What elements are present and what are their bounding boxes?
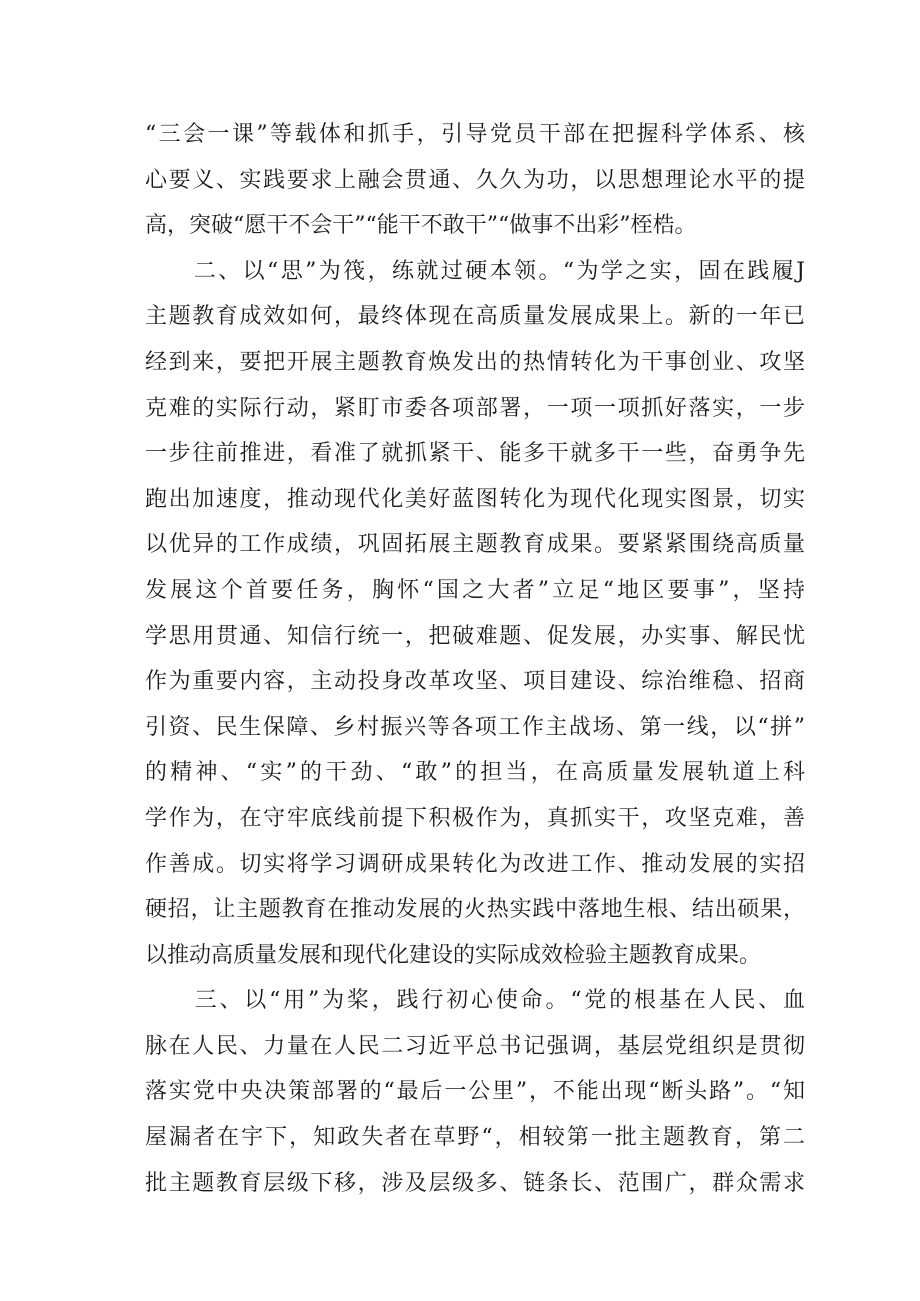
- text-line: 学思用贯通、知信行统一，把破难题、促发展，办实事、解民忧: [145, 623, 805, 649]
- text-line: 高，突破“愿干不会干”“能干不敢干”“做事不出彩”桎梏。: [145, 213, 697, 239]
- text-line: 批主题教育层级下移，涉及层级多、链条长、范围广，群众需求: [145, 1170, 805, 1196]
- text-line: 作善成。切实将学习调研成果转化为改进工作、推动发展的实招: [145, 851, 805, 877]
- text-line: 发展这个首要任务，胸怀“国之大者”立足“地区要事”，坚持: [145, 577, 805, 603]
- text-line: 一步往前推进，看准了就抓紧干、能多干就多干一些，奋勇争先: [145, 441, 805, 467]
- text-line: 主题教育成效如何，最终体现在高质量发展成果上。新的一年已: [145, 304, 805, 330]
- body-text: [145, 112, 805, 1206]
- text-line: 克难的实际行动，紧盯市委各项部署，一项一项抓好落实，一步: [145, 395, 805, 421]
- text-line: 硬招，让主题教育在推动发展的火热实践中落地生根、结出硕果，: [145, 897, 805, 923]
- text-line: 二、以“思”为筏，练就过硬本领。“为学之实，固在践履J: [145, 258, 805, 284]
- text-line: 落实党中央决策部署的“最后一公里”，不能出现“断头路”。“知: [145, 1079, 805, 1105]
- text-line: 三、以“用”为桨，践行初心使命。“党的根基在人民、血: [145, 988, 805, 1014]
- text-line: “三会一课”等载体和抓手，引导党员干部在把握科学体系、核: [145, 122, 805, 147]
- text-line: 跑出加速度，推动现代化美好蓝图转化为现代化现实图景，切实: [145, 486, 805, 512]
- text-line: 心要义、实践要求上融会贯通、久久为功，以思想理论水平的提: [145, 167, 805, 193]
- text-line: 引资、民生保障、乡村振兴等各项工作主战场、第一线，以“拼”: [145, 714, 805, 740]
- text-line: 以优异的工作成绩，巩固拓展主题教育成果。要紧紧围绕高质量: [145, 532, 805, 558]
- text-line: 经到来，要把开展主题教育焕发出的热情转化为干事创业、攻坚: [145, 349, 805, 375]
- text-line: 作为重要内容，主动投身改革攻坚、项目建设、综治维稳、招商: [145, 669, 805, 695]
- text-line: 的精神、“实”的干劲、“敢”的担当，在高质量发展轨道上科: [145, 760, 805, 786]
- text-line: 以推动高质量发展和现代化建设的实际成效检验主题教育成果。: [145, 942, 762, 968]
- text-line: 脉在人民、力量在人民二习近平总书记强调，基层党组织是贯彻: [145, 1033, 805, 1059]
- text-line: 学作为，在守牢底线前提下积极作为，真抓实干，攻坚克难，善: [145, 805, 805, 831]
- text-line: 屋漏者在宇下，知政失者在草野“，相较第一批主题教育，第二: [145, 1125, 805, 1151]
